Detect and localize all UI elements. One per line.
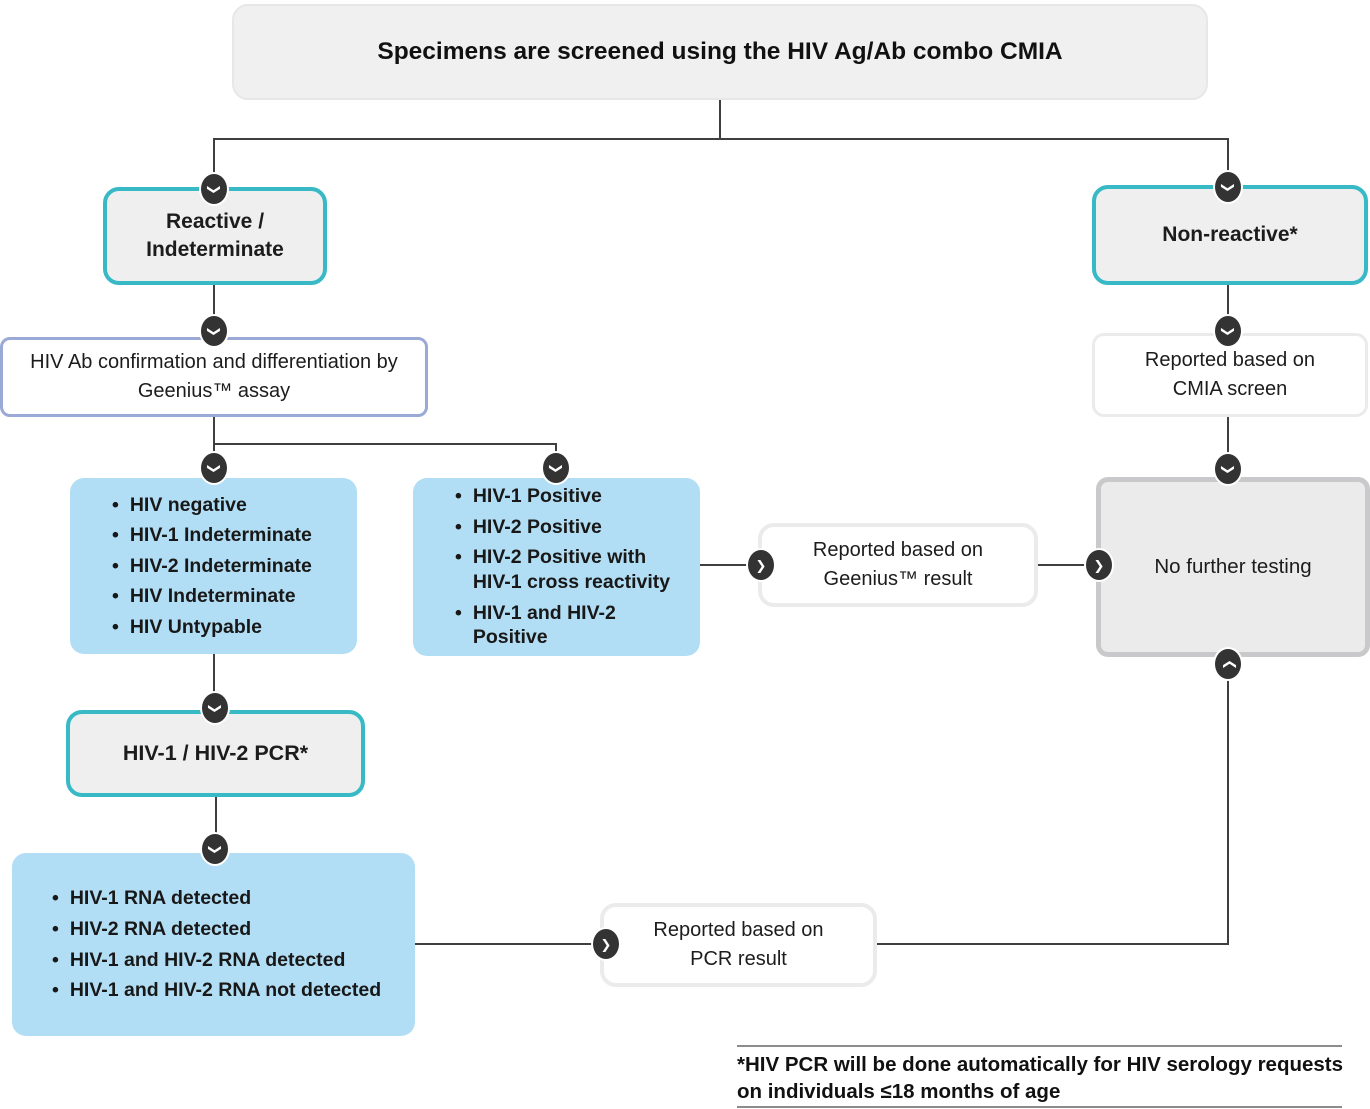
chevron-glyph: ❯ bbox=[206, 462, 222, 474]
list-item bbox=[455, 515, 686, 540]
footnote-rule-top bbox=[737, 1045, 1342, 1047]
pcr-results-box bbox=[12, 853, 415, 1036]
list-item-text: HIV-2 Positive bbox=[472, 515, 602, 538]
chevron-glyph: ❯ bbox=[1220, 325, 1236, 337]
list-item-text: HIV-2 Positive with HIV-1 cross reactivity bbox=[472, 546, 671, 593]
list-item-text: HIV negative bbox=[129, 493, 247, 516]
arrow-down-icon bbox=[543, 453, 569, 483]
list-item-text: HIV-1 and HIV-2 RNA not detected bbox=[69, 979, 382, 1002]
no-further-testing-box bbox=[1093, 477, 1370, 657]
bullet-icon: • bbox=[52, 887, 59, 910]
list-item-text: HIV-1 Positive bbox=[472, 485, 602, 508]
hiv-ab-confirmation-box bbox=[0, 337, 428, 417]
pcr-results-list bbox=[52, 886, 405, 1002]
reported-geenius-box bbox=[755, 523, 1038, 607]
bullet-icon: • bbox=[455, 485, 462, 508]
arrow-down-icon bbox=[201, 453, 227, 483]
chevron-glyph: ❯ bbox=[600, 936, 612, 952]
reported-pcr-box bbox=[600, 903, 877, 987]
list-item-text: HIV-1 RNA detected bbox=[69, 887, 252, 910]
chevron-glyph: ❯ bbox=[207, 843, 223, 855]
chevron-glyph: ❯ bbox=[206, 183, 222, 195]
bullet-icon: • bbox=[455, 601, 462, 624]
list-item bbox=[52, 917, 405, 942]
list-item bbox=[52, 948, 405, 973]
connector-line bbox=[213, 417, 215, 445]
arrow-down-icon bbox=[1215, 172, 1241, 202]
chevron-glyph: ❯ bbox=[755, 557, 767, 573]
chevron-glyph: ❯ bbox=[207, 702, 223, 714]
list-item-text: HIV-1 Indeterminate bbox=[129, 524, 312, 547]
chevron-glyph: ❯ bbox=[548, 462, 564, 474]
connector-line bbox=[213, 443, 557, 445]
list-item-text: HIV-1 and HIV-2 Positive bbox=[472, 601, 616, 649]
connector-line bbox=[719, 100, 721, 140]
reported-cmia-label: Reported based on CMIA screen bbox=[1144, 349, 1316, 400]
hiv-pcr-label: HIV-1 / HIV-2 PCR* bbox=[122, 740, 309, 765]
bullet-icon: • bbox=[112, 493, 119, 516]
list-item-text: HIV Untypable bbox=[129, 615, 263, 638]
reported-geenius-label: Reported based on Geenius™ result bbox=[812, 539, 984, 590]
connector-line bbox=[877, 943, 1229, 945]
arrow-down-icon bbox=[202, 693, 228, 723]
bullet-icon: • bbox=[52, 917, 59, 940]
chevron-glyph: ❯ bbox=[1220, 658, 1236, 670]
reported-pcr-label: Reported based on PCR result bbox=[653, 919, 824, 970]
list-item bbox=[455, 545, 686, 594]
list-item bbox=[112, 584, 347, 609]
reactive-indeterminate-label: Reactive / Indeterminate bbox=[146, 209, 284, 261]
hiv-ab-confirmation-label: HIV Ab confirmation and differentiation by Geenius™ assay bbox=[30, 351, 398, 402]
list-item-text: HIV-2 Indeterminate bbox=[129, 554, 312, 577]
list-item bbox=[112, 523, 347, 548]
arrow-down-icon bbox=[201, 174, 227, 204]
bullet-icon: • bbox=[52, 979, 59, 1002]
chevron-glyph: ❯ bbox=[1220, 463, 1236, 475]
chevron-glyph: ❯ bbox=[1093, 557, 1105, 573]
chevron-glyph: ❯ bbox=[206, 325, 222, 337]
list-item-text: HIV Indeterminate bbox=[129, 585, 296, 608]
non-reactive-label: Non-reactive* bbox=[1162, 222, 1298, 246]
list-item bbox=[455, 601, 686, 650]
arrow-down-icon bbox=[1215, 454, 1241, 484]
list-item bbox=[52, 978, 405, 1003]
list-item bbox=[112, 615, 347, 640]
list-item-text: HIV-1 and HIV-2 RNA detected bbox=[69, 948, 346, 971]
bullet-icon: • bbox=[112, 585, 119, 608]
chevron-glyph: ❯ bbox=[1220, 181, 1236, 193]
arrow-down-icon bbox=[201, 316, 227, 346]
arrow-up-icon bbox=[1215, 649, 1241, 679]
geenius-indeterminate-results-list bbox=[112, 493, 347, 640]
arrow-down-icon bbox=[202, 834, 228, 864]
arrow-down-icon bbox=[1215, 316, 1241, 346]
bullet-icon: • bbox=[52, 948, 59, 971]
list-item-text: HIV-2 RNA detected bbox=[69, 917, 252, 940]
no-further-testing-label: No further testing bbox=[1154, 555, 1312, 578]
list-item bbox=[112, 554, 347, 579]
list-item bbox=[112, 493, 347, 518]
connector-line bbox=[415, 943, 607, 945]
footnote-rule-bottom bbox=[737, 1106, 1342, 1108]
arrow-right-icon bbox=[593, 929, 619, 959]
geenius-positive-results-list bbox=[455, 484, 686, 649]
hiv-pcr-box bbox=[66, 710, 365, 797]
bullet-icon: • bbox=[112, 615, 119, 638]
arrow-right-icon bbox=[1086, 550, 1112, 580]
bullet-icon: • bbox=[455, 515, 462, 538]
connector-line bbox=[1227, 664, 1229, 945]
geenius-indeterminate-results-box bbox=[70, 478, 357, 654]
list-item bbox=[52, 886, 405, 911]
list-item bbox=[455, 484, 686, 509]
bullet-icon: • bbox=[455, 546, 462, 569]
arrow-right-icon bbox=[748, 550, 774, 580]
bullet-icon: • bbox=[112, 554, 119, 577]
title-text: Specimens are screened using the HIV Ag/Ab combo CMIA bbox=[377, 38, 1063, 65]
geenius-positive-results-box bbox=[413, 478, 700, 656]
footnote-text: *HIV PCR will be done automatically for HIV serology requests on individuals ≤18 months of age bbox=[737, 1053, 1344, 1103]
bullet-icon: • bbox=[112, 524, 119, 547]
title-box bbox=[232, 4, 1208, 100]
connector-line bbox=[213, 138, 1229, 140]
